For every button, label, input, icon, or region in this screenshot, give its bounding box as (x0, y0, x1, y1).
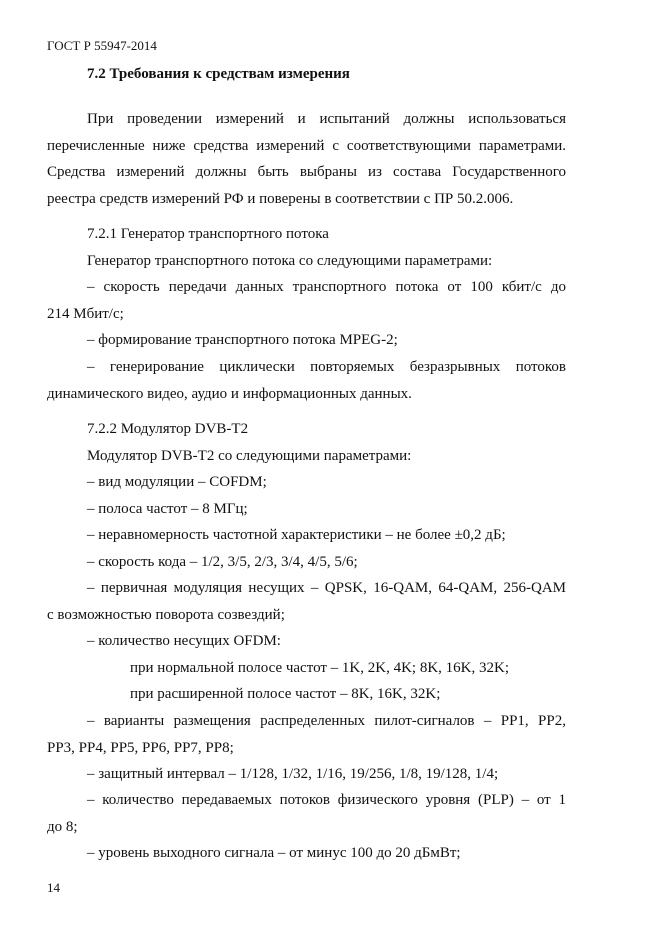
intro-paragraph (47, 106, 566, 212)
list-item (47, 274, 566, 327)
list-item (47, 354, 566, 407)
text-line: При проведении измерений и испытаний должны использоваться (87, 111, 566, 127)
subsection-generator (47, 221, 566, 274)
subsection-lead: Генератор транспортного потока со следующими параметрами: (87, 252, 493, 269)
text-line: 214 Мбит/с; (47, 305, 124, 322)
subsection-title: 7.2.1 Генератор транспортного потока (87, 226, 329, 242)
text-line: реестра средств измерений РФ и поверены в соответствии с ПР 50.2.006. (47, 190, 514, 207)
text-line: при расширенной полосе частот – 8K, 16K, 32K; (130, 686, 441, 702)
list-item: – скорость кода – 1/2, 3/5, 2/3, 3/4, 4/5, 5/6; (87, 553, 358, 570)
list-item (47, 327, 566, 354)
text-line: – скорость передачи данных транспортного потока от 100 кбит/с до (87, 279, 566, 295)
list-item (47, 840, 566, 867)
list-item (47, 628, 566, 708)
text-line: до 8; (47, 818, 78, 835)
text-line: – уровень выходного сигнала – от минус 100 до 20 дБмВт; (87, 845, 461, 861)
text-line: – количество несущих OFDM: (87, 633, 281, 649)
subsection-lead: Модулятор DVB-T2 со следующими параметрами: (87, 447, 412, 464)
text-line: при нормальной полосе частот – 1K, 2K, 4K; 8K, 16K, 32K; (130, 659, 510, 676)
text-line: – первичная модуляция несущих – QPSK, 16-QAM, 64-QAM, 256-QAM (87, 580, 566, 596)
text-line: динамического видео, аудио и информационных данных. (47, 385, 412, 402)
list-item (47, 575, 566, 628)
list-item (47, 787, 566, 840)
text-line: – варианты размещения распределенных пилот-сигналов – PP1, PP2, (87, 713, 566, 729)
text-line: – генерирование циклически повторяемых безразрывных потоков (87, 359, 566, 375)
list-item: – вид модуляции – COFDM; (87, 474, 267, 490)
list-item: – полоса частот – 8 МГц; (87, 500, 248, 517)
subsection-title: 7.2.2 Модулятор DVB-T2 (87, 421, 249, 437)
text-line: PP3, PP4, PP5, PP6, PP7, PP8; (47, 739, 234, 756)
page-number: 14 (47, 880, 60, 895)
list-item (47, 708, 566, 761)
text-line: – защитный интервал – 1/128, 1/32, 1/16, 19/256, 1/8, 19/128, 1/4; (87, 766, 499, 782)
list-item (47, 761, 566, 788)
text-line: – количество передаваемых потоков физического уровня (PLP) – от 1 (87, 792, 566, 808)
section-title: 7.2 Требования к средствам измерения (87, 66, 350, 82)
subsection-modulator (47, 416, 566, 575)
text-line: Средства измерений должны быть выбраны из состава Государственного (47, 164, 566, 180)
text-line: – формирование транспортного потока MPEG-2; (87, 332, 398, 348)
standard-header: ГОСТ Р 55947-2014 (47, 38, 157, 53)
text-line: перечисленные ниже средства измерений с соответствующими параметрами. (47, 137, 566, 154)
list-item: – неравномерность частотной характеристики – не более ±0,2 дБ; (87, 527, 506, 543)
text-line: с возможностью поворота созвездий; (47, 606, 285, 623)
